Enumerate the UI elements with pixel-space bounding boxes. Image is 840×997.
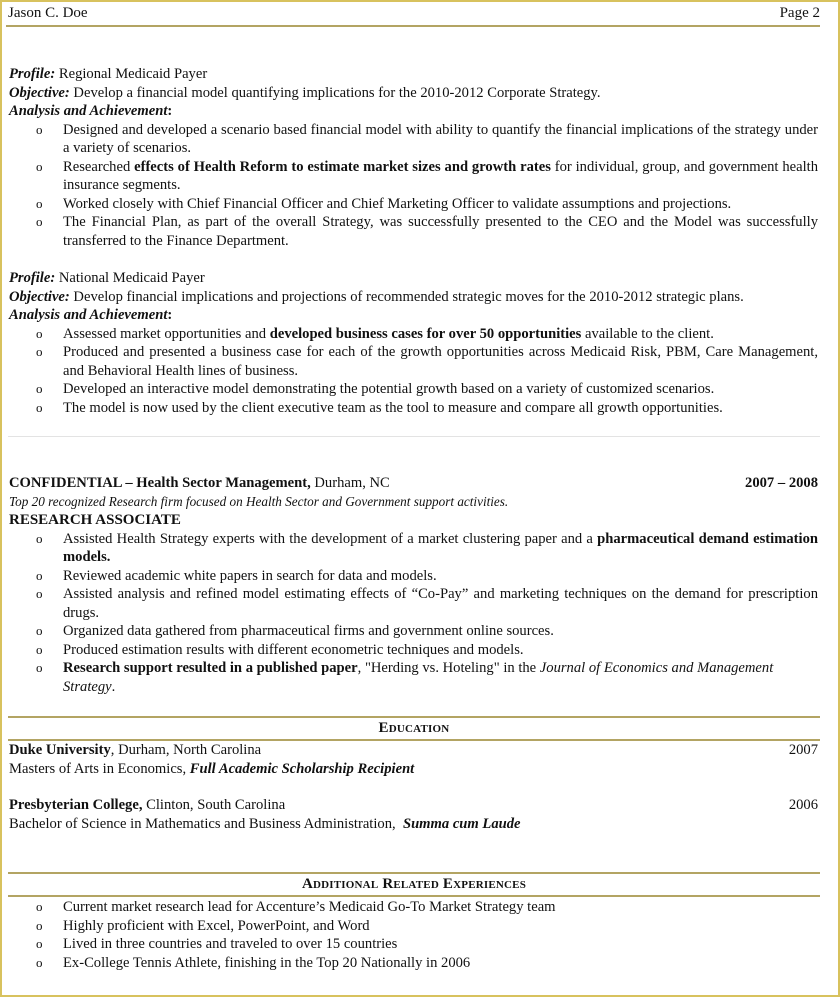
list-item: o Assisted analysis and refined model estimating effects of “Co-Pay” and marketing techniques on the demand for prescription drugs. — [36, 586, 818, 621]
section-divider — [8, 436, 820, 437]
header-name: Jason C. Doe — [8, 5, 88, 21]
list-item: o The Financial Plan, as part of the overall Strategy, was successfully presented to the CEO and the Model was successfully transferred to the Finance Department. — [36, 214, 818, 249]
list-item: o Designed and developed a scenario based financial model with ability to quantify the financial implications of the strategy under a variety of scenarios. — [36, 121, 818, 156]
header-rule — [6, 25, 820, 27]
education-heading: Education — [378, 720, 450, 736]
bullet-icon: o — [36, 641, 43, 657]
list-item: o Research support resulted in a published paper, "Herding vs. Hoteling" in the Journal of Economics and Management Strategy. — [36, 660, 774, 695]
bullet-icon: o — [36, 586, 43, 601]
graduation-year: 2006 — [788, 797, 818, 813]
job-health-sector-management — [9, 474, 818, 696]
list-item: o Highly proficient with Excel, PowerPoint, and Word — [36, 917, 370, 934]
bullet-icon: o — [36, 214, 43, 229]
list-item: o Assessed market opportunities and developed business cases for over 50 opportunities available to the client. — [36, 325, 714, 342]
school-name: Duke University — [9, 742, 111, 758]
bullet-icon: o — [36, 344, 43, 359]
page-header — [8, 4, 820, 26]
bullet-icon: o — [36, 623, 43, 638]
school-location: Clinton, South Carolina — [142, 797, 286, 813]
job-dates: 2007 – 2008 — [745, 475, 818, 491]
graduation-year: 2007 — [788, 742, 818, 758]
bullet-icon: o — [36, 325, 43, 341]
additional-rule-top — [8, 872, 820, 874]
bullet-icon: o — [36, 121, 43, 137]
list-item: o Current market research lead for Accenture’s Medicaid Go-To Market Strategy team — [36, 899, 556, 915]
project-national-medicaid — [9, 269, 818, 417]
company-location: Durham, NC — [310, 475, 390, 491]
list-item: o Researched effects of Health Reform to estimate market sizes and growth rates for individual, group, and government health insurance segments. — [36, 158, 818, 193]
bullet-list — [9, 121, 818, 251]
project-regional-medicaid — [9, 65, 818, 250]
profile-line: Profile: National Medicaid Payer — [9, 270, 205, 286]
bullet-icon: o — [36, 399, 43, 415]
objective-line: Objective: Develop financial implications and projections of recommended strategic moves for the 2010-2012 strategic plans. — [9, 288, 744, 305]
bullet-icon: o — [36, 899, 43, 914]
bullet-icon: o — [36, 381, 43, 396]
honor: Full Academic Scholarship Recipient — [189, 760, 415, 777]
bullet-icon: o — [36, 917, 43, 933]
bullet-list — [9, 325, 818, 418]
list-item: o Reviewed academic white papers in search for data and models. — [36, 567, 437, 584]
school-location: , Durham, North Carolina — [110, 742, 262, 758]
list-item: o Produced and presented a business case for each of the growth opportunities across Medicaid Risk, PBM, Care Management, and Behavioral Health lines of business. — [36, 344, 818, 379]
education-entry-presbyterian — [9, 796, 818, 833]
list-item: o The model is now used by the client executive team as the tool to measure and compare all growth opportunities. — [36, 399, 723, 416]
bullet-icon: o — [36, 158, 43, 174]
list-item: o Ex-College Tennis Athlete, finishing in the Top 20 Nationally in 2006 — [36, 954, 471, 971]
list-item: o Produced estimation results with different econometric techniques and models. — [36, 641, 524, 658]
bullet-icon: o — [36, 567, 43, 583]
education-rule-top — [8, 716, 820, 718]
education-entry-duke — [9, 741, 818, 778]
bullet-icon: o — [36, 954, 43, 970]
job-title: RESEARCH ASSOCIATE — [9, 512, 181, 528]
education-section — [9, 741, 818, 833]
additional-heading: Additional Related Experiences — [301, 876, 527, 892]
degree: Masters of Arts in Economics, — [9, 760, 190, 777]
job-header — [9, 474, 818, 493]
list-item: o Worked closely with Chief Financial Officer and Chief Marketing Officer to validate assumptions and projections. — [36, 195, 732, 212]
honor: Summa cum Laude — [402, 815, 521, 832]
analysis-heading: Analysis and Achievement: — [9, 103, 173, 119]
objective-line: Objective: Develop a financial model quantifying implications for the 2010-2012 Corporate Strategy. — [9, 84, 601, 101]
list-item: o Lived in three countries and traveled to over 15 countries — [36, 936, 398, 952]
bullet-icon: o — [36, 660, 43, 675]
list-item: o Organized data gathered from pharmaceutical firms and government online sources. — [36, 623, 554, 639]
company-tagline: Top 20 recognized Research firm focused on Health Sector and Government support activities. — [9, 493, 509, 509]
bullet-icon: o — [36, 936, 43, 951]
bullet-list — [9, 898, 818, 972]
additional-section — [9, 898, 818, 972]
analysis-heading: Analysis and Achievement: — [9, 307, 173, 323]
additional-rule-bottom — [8, 895, 820, 897]
bullet-list — [9, 530, 818, 697]
header-page-number: Page 2 — [779, 5, 820, 21]
list-item: o Assisted Health Strategy experts with the development of a market clustering paper and a pharmaceutical demand estimation models. — [36, 530, 818, 565]
profile-line: Profile: Regional Medicaid Payer — [9, 66, 208, 82]
bullet-icon: o — [36, 195, 43, 211]
degree: Bachelor of Science in Mathematics and Business Administration, — [9, 815, 403, 832]
company-name: CONFIDENTIAL – Health Sector Management, — [9, 475, 311, 491]
list-item: o Developed an interactive model demonstrating the potential growth based on a variety of customized scenarios. — [36, 381, 715, 397]
school-name: Presbyterian College, — [9, 797, 143, 813]
bullet-icon: o — [36, 530, 43, 546]
